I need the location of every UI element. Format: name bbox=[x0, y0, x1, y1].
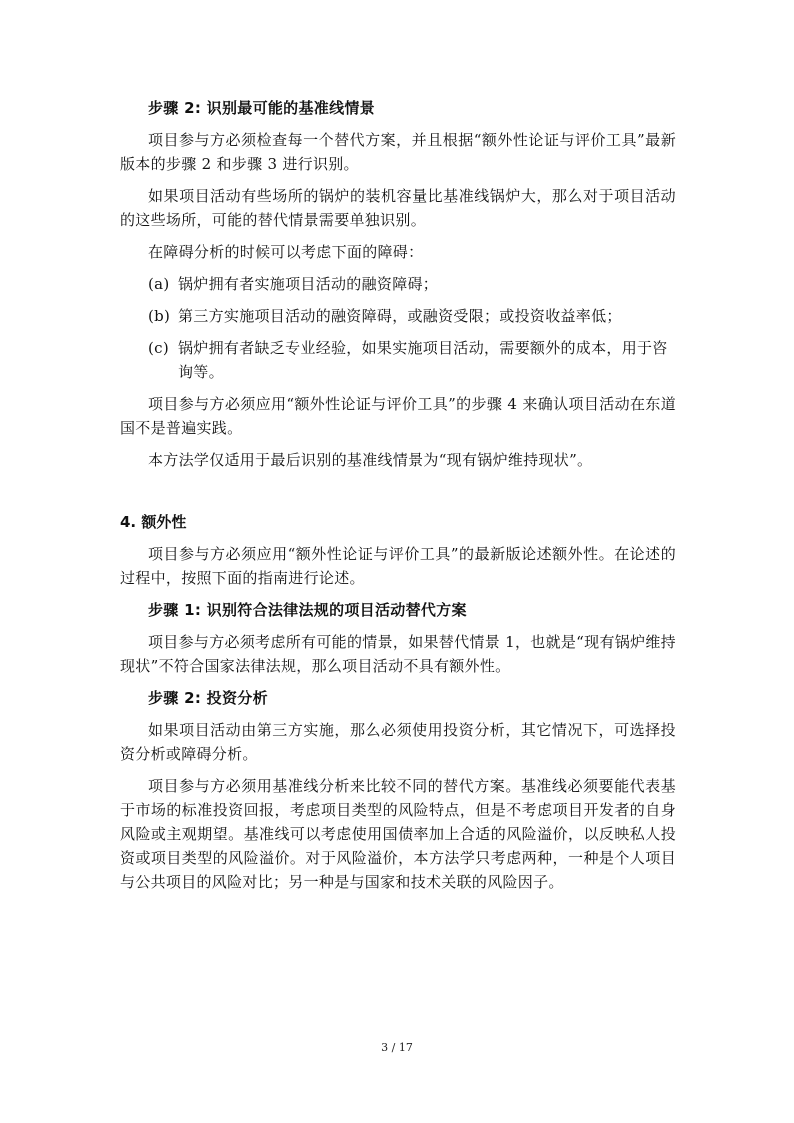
paragraph: 项目参与方必须应用“额外性论证与评价工具”的最新版论述额外性。在论述的过程中，按照下面的指南进行论述。 bbox=[120, 545, 676, 587]
step-2-investment-heading: 步骤 2: 投资分析 bbox=[148, 689, 268, 707]
paragraph: 项目参与方必须检查每一个替代方案，并且根据“额外性论证与评价工具”最新版本的步骤 2 和步骤 3 进行识别。 bbox=[120, 131, 676, 173]
paragraph: 项目参与方必须考虑所有可能的情景，如果替代情景 1，也就是“现有锅炉维持现状”不符合国家法律法规，那么项目活动不具有额外性。 bbox=[120, 633, 676, 675]
section-4-heading: 4. 额外性 bbox=[120, 513, 187, 531]
list-item bbox=[148, 336, 676, 384]
list-item-text: 锅炉拥有者实施项目活动的融资障碍； bbox=[178, 275, 439, 293]
step-2-heading: 步骤 2: 识别最可能的基准线情景 bbox=[148, 99, 375, 117]
list-item-text: 第三方实施项目活动的融资障碍，或融资受限；或投资收益率低； bbox=[178, 307, 622, 325]
paragraph: 项目参与方必须应用“额外性论证与评价工具”的步骤 4 来确认项目活动在东道国不是普遍实践。 bbox=[120, 395, 676, 437]
list-marker: (b) bbox=[148, 307, 171, 325]
list-item bbox=[148, 272, 676, 296]
paragraph: 如果项目活动有些场所的锅炉的装机容量比基准线锅炉大，那么对于项目活动的这些场所，可能的替代情景需要单独识别。 bbox=[120, 187, 676, 229]
document-body bbox=[120, 96, 676, 902]
paragraph: 在障碍分析的时候可以考虑下面的障碍： bbox=[148, 243, 424, 261]
list-item-text: 锅炉拥有者缺乏专业经验，如果实施项目活动，需要额外的成本，用于咨询等。 bbox=[178, 339, 668, 381]
paragraph: 如果项目活动由第三方实施，那么必须使用投资分析，其它情况下，可选择投资分析或障碍分析。 bbox=[120, 721, 676, 763]
step-1-heading: 步骤 1: 识别符合法律法规的项目活动替代方案 bbox=[148, 601, 467, 619]
list-marker: (a) bbox=[148, 275, 170, 293]
list-item bbox=[148, 304, 676, 328]
list-marker: (c) bbox=[148, 339, 170, 357]
paragraph: 项目参与方必须用基准线分析来比较不同的替代方案。基准线必须要能代表基于市场的标准投资回报，考虑项目类型的风险特点，但是不考虑项目开发者的自身风险或主观期望。基准线可以考虑使用国债率加上合适的风险溢价，以反映私人投资或项目类型的风险溢价。对于风险溢价，本方法学只考虑两种，一种是个人项目与公共项目的风险对比；另一种是与国家和技术关联的风险因子。 bbox=[120, 777, 676, 891]
page-number: 3 / 17 bbox=[381, 1041, 413, 1054]
paragraph: 本方法学仅适用于最后识别的基准线情景为“现有锅炉维持现状”。 bbox=[148, 451, 593, 469]
